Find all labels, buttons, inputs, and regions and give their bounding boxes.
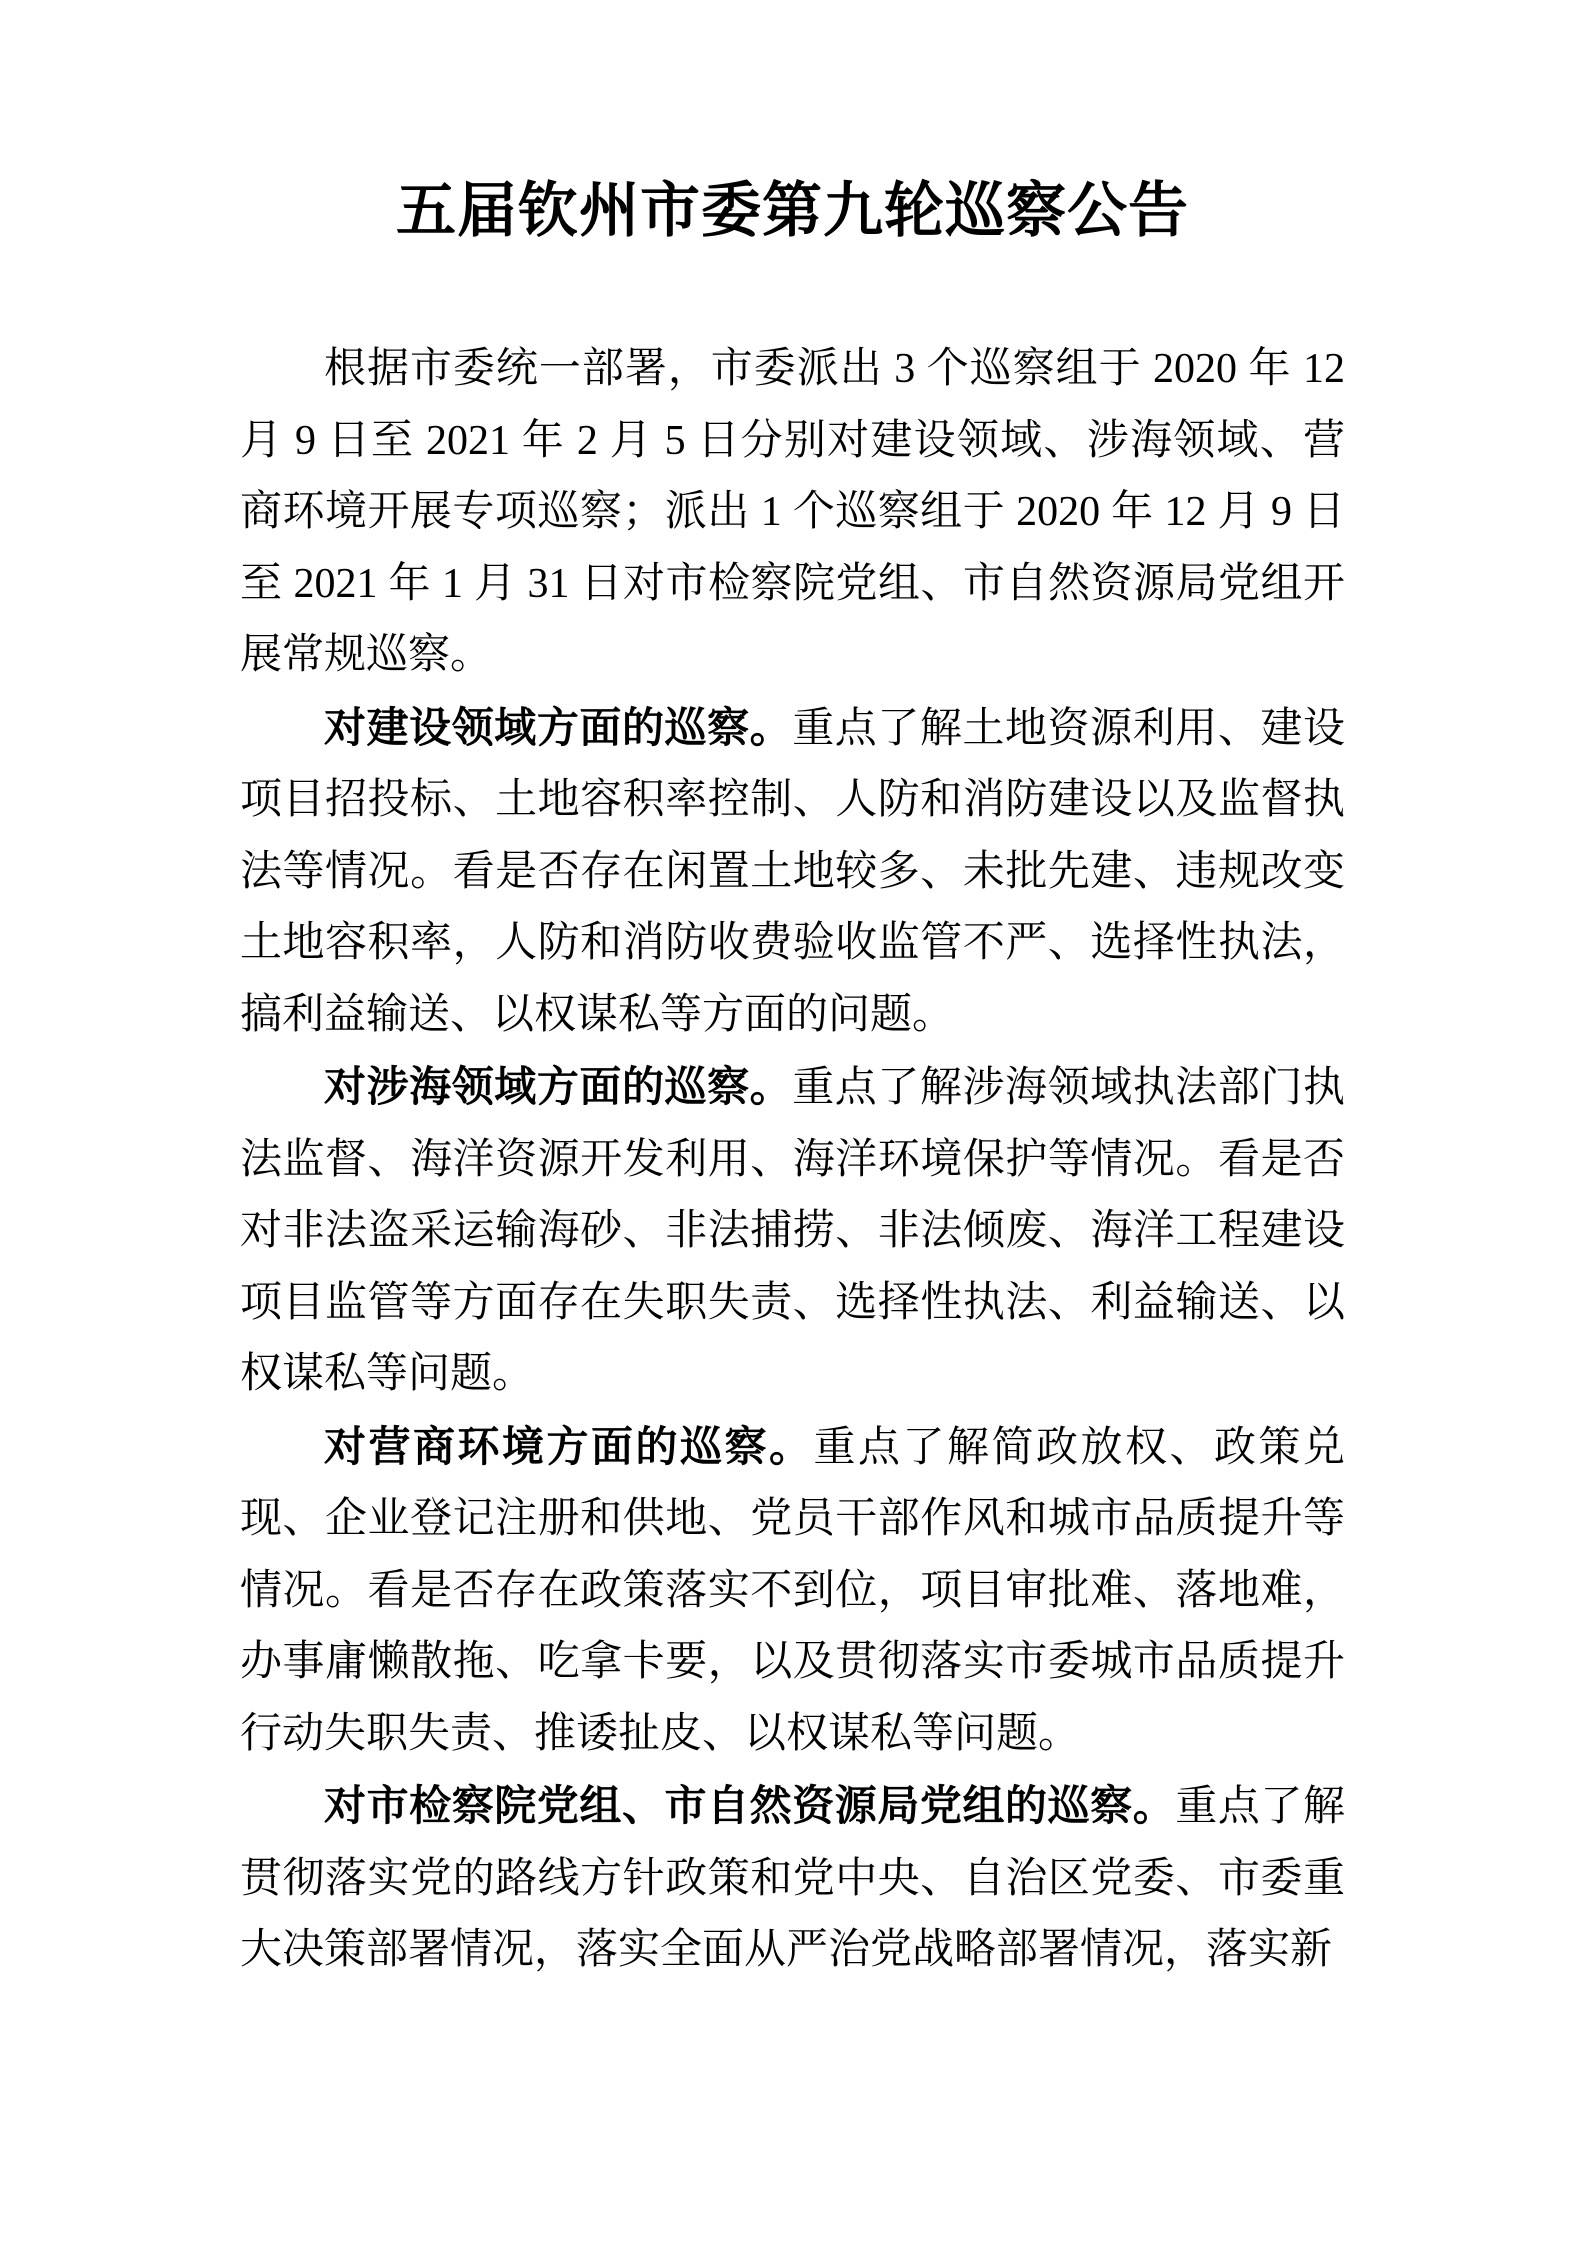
paragraph-text: 重点了解涉海领域执法部门执法监督、海洋资源开发利用、海洋环境保护等情况。看是否对非法盗采运输海砂、非法捕捞、非法倾废、海洋工程建设项目监管等方面存在失职失责、选择性执法、利益输送、以权谋私等问题。 [240,1065,1345,1397]
paragraph-marine-field [240,1051,1345,1411]
document-title: 五届钦州市委第九轮巡察公告 [396,178,1189,244]
paragraph-lead: 对市检察院党组、市自然资源局党组的巡察。 [324,1782,1176,1829]
paragraph-text: 重点了解简政放权、政策兑现、企业登记注册和供地、党员干部作风和城市品质提升等情况。看是否存在政策落实不到位，项目审批难、落地难，办事庸懒散拖、吃拿卡要，以及贯彻落实市委城市品质提升行动失职失责、推诿扯皮、以权谋私等问题。 [240,1424,1345,1757]
paragraph-party-groups [240,1770,1345,1987]
paragraph-lead: 对营商环境方面的巡察。 [324,1422,814,1470]
paragraph-text: 重点了解贯彻落实党的路线方针政策和党中央、自治区党委、市委重大决策部署情况，落实全面从严治党战略部署情况，落实新 [240,1784,1345,1973]
paragraph-lead: 对涉海领域方面的巡察。 [324,1063,793,1110]
paragraph-text: 根据市委统一部署，市委派出 3 个巡察组于 2020 年 12 月 9 日至 2021 年 2 月 5 日分别对建设领域、涉海领域、营商环境开展专项巡察；派出 1 个巡察组于 2020 年 12 月 9 日至 2021 年 1 月 31 日对市检察院党组、市自然资源局党组开展常规巡察。 [240,346,1345,678]
paragraph-general-deployment [240,332,1345,692]
paragraph-business-environment [240,1411,1345,1771]
paragraph-construction-field [240,692,1345,1052]
paragraph-lead: 对建设领域方面的巡察。 [324,703,793,751]
paragraph-text: 重点了解土地资源利用、建设项目招投标、土地容积率控制、人防和消防建设以及监督执法等情况。看是否存在闲置土地较多、未批先建、违规改变土地容积率，人防和消防收费验收监管不严、选择性执法，搞利益输送、以权谋私等方面的问题。 [240,705,1345,1038]
